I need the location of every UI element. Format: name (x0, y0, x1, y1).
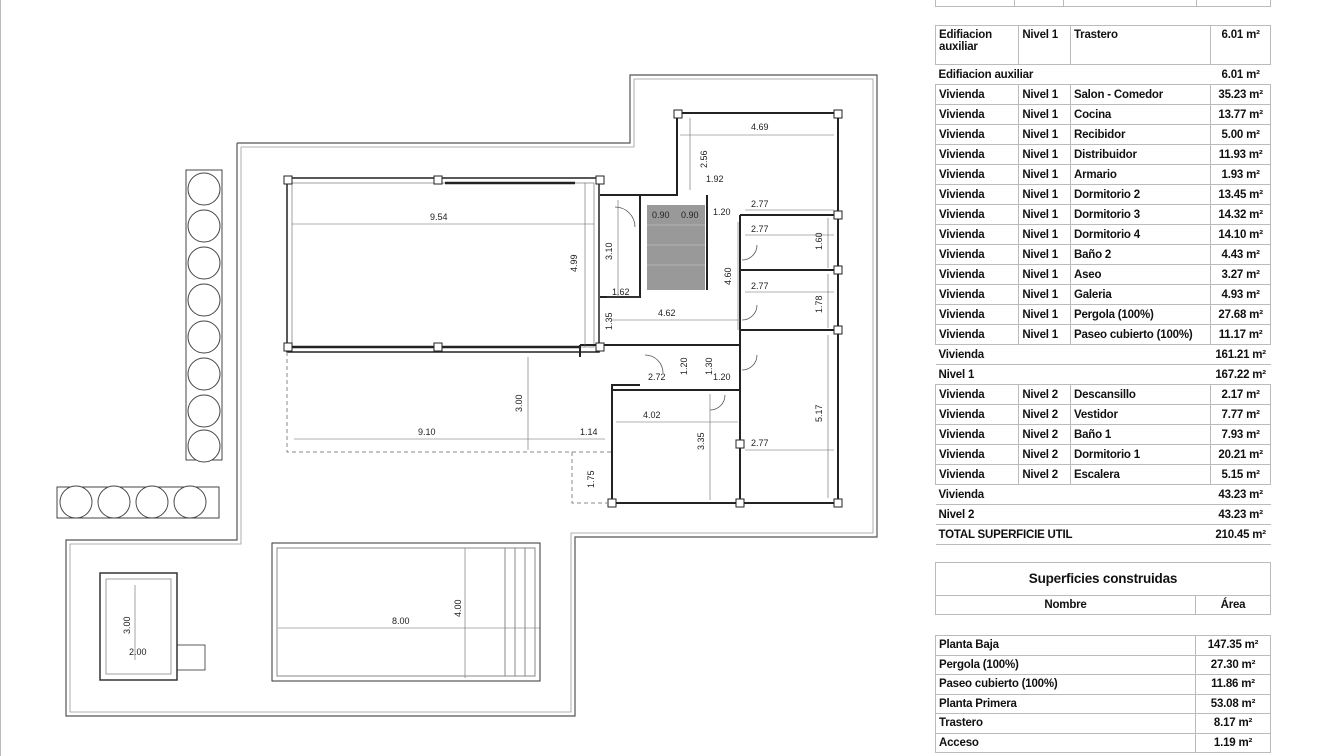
dim-label: 2.77 (751, 224, 769, 234)
table-row (936, 325, 1271, 345)
dim-label: 0.90 (681, 210, 699, 220)
table-title: Superficies construidas (936, 563, 1271, 596)
area-cell: 4.43 m² (1211, 245, 1271, 265)
table-row (936, 385, 1271, 405)
table-row (936, 225, 1271, 245)
room-cell: Descansillo (1070, 385, 1210, 405)
planter-row-horizontal (57, 486, 219, 518)
area-cell: 11.17 m² (1211, 325, 1271, 345)
subtotal-label: Vivienda (936, 345, 1211, 365)
table-row (936, 636, 1271, 656)
dim-label: 4.00 (453, 599, 463, 617)
area-cell: 8.17 m² (1196, 714, 1271, 734)
dim-label: 1.20 (679, 357, 689, 375)
dim-label: 1.30 (704, 357, 714, 375)
level-cell: Nivel 1 (1019, 105, 1071, 125)
table-row (936, 405, 1271, 425)
area-cell: 2.17 m² (1211, 385, 1271, 405)
useful-area-table (935, 25, 1271, 545)
area-cell: 14.32 m² (1211, 205, 1271, 225)
dim-label: 8.00 (392, 616, 410, 626)
auxiliary-building (100, 573, 205, 680)
room-cell: Vestidor (1070, 405, 1210, 425)
table-row (936, 694, 1271, 714)
area-cell: 13.77 m² (1211, 105, 1271, 125)
dim-label: 1.20 (713, 207, 731, 217)
dim-label: 1.35 (604, 312, 614, 330)
built-area-table (935, 635, 1271, 753)
area-cell: 7.93 m² (1211, 425, 1271, 445)
dim-label: 1.14 (580, 427, 598, 437)
area-cell: 11.93 m² (1211, 145, 1271, 165)
building-cell: Vivienda (936, 425, 1019, 445)
table-row (936, 655, 1271, 675)
area-cell: 13.45 m² (1211, 185, 1271, 205)
table-row (936, 185, 1271, 205)
level-cell: Nivel 2 (1019, 385, 1071, 405)
column-header-name: Nombre (936, 596, 1196, 615)
area-cell: 5.15 m² (1211, 465, 1271, 485)
building-cell: Vivienda (936, 265, 1019, 285)
building-cell: Vivienda (936, 305, 1019, 325)
building-cell: Vivienda (936, 405, 1019, 425)
level-cell: Nivel 2 (1019, 445, 1071, 465)
dim-label: 4.60 (723, 267, 733, 285)
room-cell: Salon - Comedor (1070, 85, 1210, 105)
table-row (936, 26, 1271, 65)
cutoff-table-header (935, 0, 1271, 7)
subtotal-label: Vivienda (936, 485, 1211, 505)
area-cell: 35.23 m² (1211, 85, 1271, 105)
building-cell: Vivienda (936, 325, 1019, 345)
subtotal-label: Nivel 1 (936, 365, 1211, 385)
building-cell: Vivienda (936, 205, 1019, 225)
level-cell: Nivel 1 (1019, 225, 1071, 245)
table-row (936, 465, 1271, 485)
building-cell: Vivienda (936, 185, 1019, 205)
table-row (936, 165, 1271, 185)
area-cell: 20.21 m² (1211, 445, 1271, 465)
table-row (936, 145, 1271, 165)
room-cell: Distribuidor (1070, 145, 1210, 165)
level-cell: Nivel 1 (1019, 125, 1071, 145)
dim-label: 4.69 (751, 122, 769, 132)
level-cell: Nivel 1 (1019, 165, 1071, 185)
dim-label: 5.17 (814, 404, 824, 422)
area-cell: 3.27 m² (1211, 265, 1271, 285)
table-row (936, 245, 1271, 265)
table-row (936, 105, 1271, 125)
dim-label: 1.92 (706, 174, 724, 184)
level-cell: Nivel 1 (1019, 245, 1071, 265)
level-cell: Nivel 1 (1019, 26, 1071, 65)
level-cell: Nivel 1 (1019, 285, 1071, 305)
subtotal-row (936, 65, 1271, 85)
room-cell: Paseo cubierto (100%) (1070, 325, 1210, 345)
name-cell: Acceso (936, 733, 1196, 753)
name-cell: Planta Baja (936, 636, 1196, 656)
subtotal-label: Edifiacion auxiliar (936, 65, 1211, 85)
built-area-header (935, 562, 1271, 615)
subtotal-row (936, 485, 1271, 505)
room-cell: Aseo (1070, 265, 1210, 285)
area-cell: 7.77 m² (1211, 405, 1271, 425)
building-cell: Vivienda (936, 245, 1019, 265)
level-cell: Nivel 1 (1019, 265, 1071, 285)
area-cell: 6.01 m² (1211, 65, 1271, 85)
dim-label: 2.72 (648, 372, 666, 382)
area-cell: 1.93 m² (1211, 165, 1271, 185)
dim-label: 2.56 (699, 150, 709, 168)
room-cell: Trastero (1070, 26, 1210, 65)
terrace-outline (66, 75, 877, 716)
level-cell: Nivel 1 (1019, 205, 1071, 225)
room-cell: Recibidor (1070, 125, 1210, 145)
table-row (936, 714, 1271, 734)
area-cell: 1.19 m² (1196, 733, 1271, 753)
level-cell: Nivel 2 (1019, 425, 1071, 445)
name-cell: Pergola (100%) (936, 655, 1196, 675)
area-cell: 43.23 m² (1211, 505, 1271, 525)
dim-label: 9.10 (418, 427, 436, 437)
area-cell: 6.01 m² (1211, 26, 1271, 65)
table-row (936, 205, 1271, 225)
subtotal-row (936, 505, 1271, 525)
level-cell: Nivel 2 (1019, 465, 1071, 485)
area-cell: 161.21 m² (1211, 345, 1271, 365)
table-row (936, 445, 1271, 465)
area-cell: 14.10 m² (1211, 225, 1271, 245)
dim-label: 4.02 (643, 410, 661, 420)
table-row (936, 675, 1271, 695)
building-cell: Vivienda (936, 445, 1019, 465)
area-cell: 5.00 m² (1211, 125, 1271, 145)
room-cell: Escalera (1070, 465, 1210, 485)
dim-label: 1.62 (612, 287, 630, 297)
table-row (936, 125, 1271, 145)
room-cell: Galeria (1070, 285, 1210, 305)
dim-label: 4.62 (658, 308, 676, 318)
building-cell: Vivienda (936, 225, 1019, 245)
level-cell: Nivel 1 (1019, 305, 1071, 325)
level-cell: Nivel 1 (1019, 85, 1071, 105)
dim-label: 2.77 (751, 199, 769, 209)
table-row (936, 265, 1271, 285)
area-cell: 167.22 m² (1211, 365, 1271, 385)
level-cell: Nivel 2 (1019, 405, 1071, 425)
building-cell: Edifiacion auxiliar (936, 26, 1019, 65)
room-cell: Pergola (100%) (1070, 305, 1210, 325)
dim-label: 3.00 (514, 394, 524, 412)
subtotal-row (936, 525, 1271, 545)
name-cell: Planta Primera (936, 694, 1196, 714)
dim-label: 0.90 (652, 210, 670, 220)
room-cell: Baño 1 (1070, 425, 1210, 445)
dim-label: 1.75 (586, 470, 596, 488)
dim-label: 4.99 (569, 254, 579, 272)
building-cell: Vivienda (936, 285, 1019, 305)
table-row (936, 425, 1271, 445)
building-cell: Vivienda (936, 105, 1019, 125)
area-cell: 4.93 m² (1211, 285, 1271, 305)
name-cell: Paseo cubierto (100%) (936, 675, 1196, 695)
subtotal-label: Nivel 2 (936, 505, 1211, 525)
dim-label: 1.78 (814, 295, 824, 313)
table-row (936, 733, 1271, 753)
building-cell: Vivienda (936, 85, 1019, 105)
pergola-outline (287, 352, 612, 452)
column-header-area: Área (1196, 596, 1271, 615)
area-cell: 210.45 m² (1211, 525, 1271, 545)
table-row (936, 305, 1271, 325)
area-cell: 147.35 m² (1196, 636, 1271, 656)
table-row (936, 285, 1271, 305)
dim-label: 3.35 (696, 432, 706, 450)
dim-label: 1.60 (814, 232, 824, 250)
area-cell: 43.23 m² (1211, 485, 1271, 505)
subtotal-label: TOTAL SUPERFICIE UTIL (936, 525, 1211, 545)
dim-label: 2.00 (129, 647, 147, 657)
subtotal-row (936, 345, 1271, 365)
room-cell: Armario (1070, 165, 1210, 185)
table-row (936, 85, 1271, 105)
room-cell: Dormitorio 1 (1070, 445, 1210, 465)
level-cell: Nivel 1 (1019, 185, 1071, 205)
dim-label: 2.77 (751, 281, 769, 291)
building-cell: Vivienda (936, 125, 1019, 145)
dim-label: 3.00 (122, 616, 132, 634)
name-cell: Trastero (936, 714, 1196, 734)
room-cell: Dormitorio 3 (1070, 205, 1210, 225)
room-cell: Cocina (1070, 105, 1210, 125)
level-cell: Nivel 1 (1019, 145, 1071, 165)
subtotal-row (936, 365, 1271, 385)
planter-column-vertical (186, 170, 222, 462)
area-cell: 53.08 m² (1196, 694, 1271, 714)
dim-label: 1.20 (713, 372, 731, 382)
room-cell: Dormitorio 2 (1070, 185, 1210, 205)
building-cell: Vivienda (936, 385, 1019, 405)
room-cell: Dormitorio 4 (1070, 225, 1210, 245)
area-cell: 11.86 m² (1196, 675, 1271, 695)
dim-label: 3.10 (604, 242, 614, 260)
pool (272, 543, 540, 681)
building-cell: Vivienda (936, 145, 1019, 165)
level-cell: Nivel 1 (1019, 325, 1071, 345)
building-cell: Vivienda (936, 165, 1019, 185)
area-cell: 27.30 m² (1196, 655, 1271, 675)
area-cell: 27.68 m² (1211, 305, 1271, 325)
dim-label: 9.54 (430, 212, 448, 222)
building-cell: Vivienda (936, 465, 1019, 485)
dim-label: 2.77 (751, 438, 769, 448)
room-cell: Baño 2 (1070, 245, 1210, 265)
